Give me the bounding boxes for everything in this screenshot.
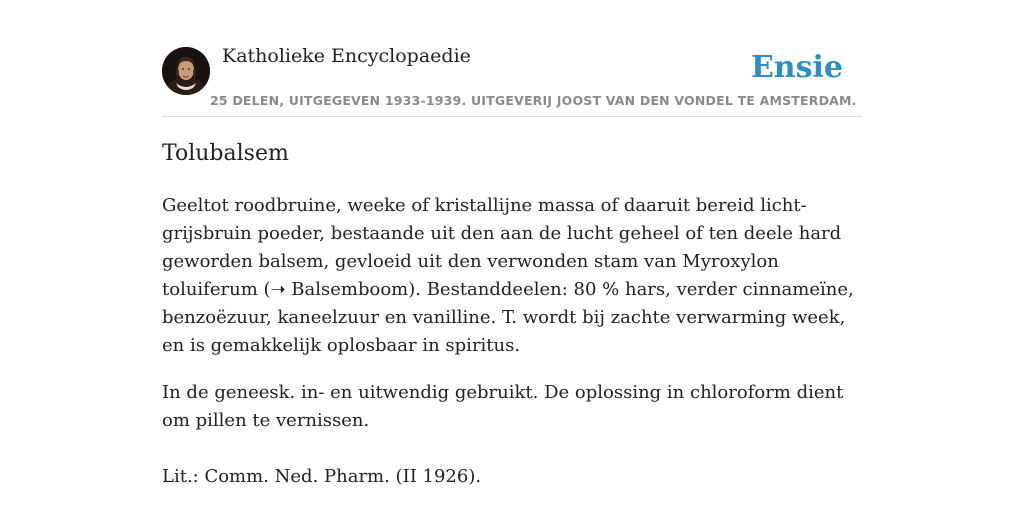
article-paragraph: Geeltot roodbruine, weeke of kristallijne massa of daaruit bereid licht-grijsbruin poeder, bestaande uit den aan de lucht geheel of ten deele hard geworden balsem, gevloeid uit den verwonden stam van Myroxylon toluiferum (➝ Balsemboom). Bestanddeelen: 80 % hars, verder cinnameïne, benzoëzuur, kaneelzuur en vanilline. T. wordt bij zachte verwarming week, en is gemakkelijk oplosbaar in spiritus. — [162, 195, 854, 356]
portrait-avatar-icon[interactable] — [162, 47, 210, 95]
source-subtitle: 25 DELEN, UITGEGEVEN 1933-1939. UITGEVERIJ JOOST VAN DEN VONDEL TE AMSTERDAM. — [210, 93, 857, 108]
article-paragraph: In de geneesk. in- en uitwendig gebruikt. De oplossing in chloroform dient om pillen te vernissen. — [162, 382, 844, 431]
source-title[interactable]: Katholieke Encyclopaedie — [222, 45, 471, 67]
ensie-logo-link[interactable]: Ensie — [750, 50, 843, 85]
article-title: Tolubalsem — [162, 141, 289, 166]
source-header — [162, 0, 862, 117]
article — [162, 138, 862, 491]
article-literature: Lit.: Comm. Ned. Pharm. (II 1926). — [162, 466, 482, 487]
